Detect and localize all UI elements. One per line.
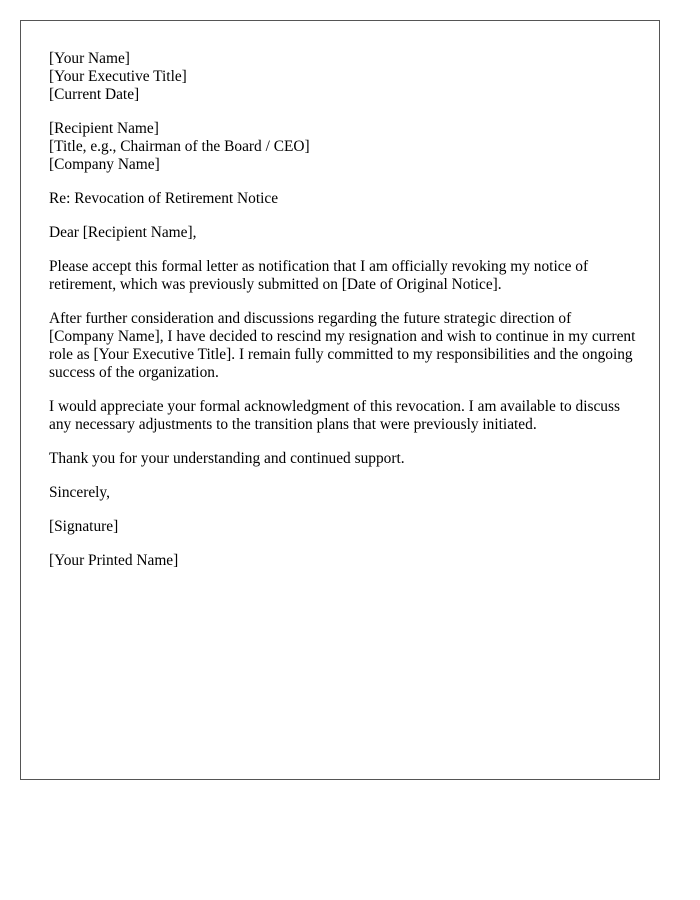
letter-page [20, 20, 660, 780]
recipient-title: [Title, e.g., Chairman of the Board / CEO] [49, 138, 310, 155]
paragraph-thanks: Thank you for your understanding and continued support. [49, 450, 405, 467]
paragraph-acknowledgment: I would appreciate your formal acknowledgment of this revocation. I am available to discuss any necessary adjustments to the transition plans that were previously initiated. [49, 398, 620, 433]
sender-title: [Your Executive Title] [49, 68, 187, 85]
sender-block [49, 50, 639, 104]
recipient-block [49, 120, 639, 174]
recipient-company: [Company Name] [49, 156, 160, 173]
paragraph-reasons: After further consideration and discussions regarding the future strategic direction of [Company Name], I have decided to rescind my resignation and wish to continue in my current role as [Your Executive Title]. I remain fully committed to my responsibilities and the ongoing success of the organization. [49, 310, 636, 381]
paragraph-notification: Please accept this formal letter as notification that I am officially revoking my notice of retirement, which was previously submitted on [Date of Original Notice]. [49, 258, 589, 293]
printed-name: [Your Printed Name] [49, 552, 179, 569]
signature: [Signature] [49, 518, 119, 535]
subject-line: Re: Revocation of Retirement Notice [49, 190, 279, 207]
closing: Sincerely, [49, 484, 110, 501]
letter-date: [Current Date] [49, 86, 140, 103]
recipient-name: [Recipient Name] [49, 120, 159, 137]
salutation: Dear [Recipient Name], [49, 224, 197, 241]
sender-name: [Your Name] [49, 50, 130, 67]
letter-body [49, 50, 639, 586]
